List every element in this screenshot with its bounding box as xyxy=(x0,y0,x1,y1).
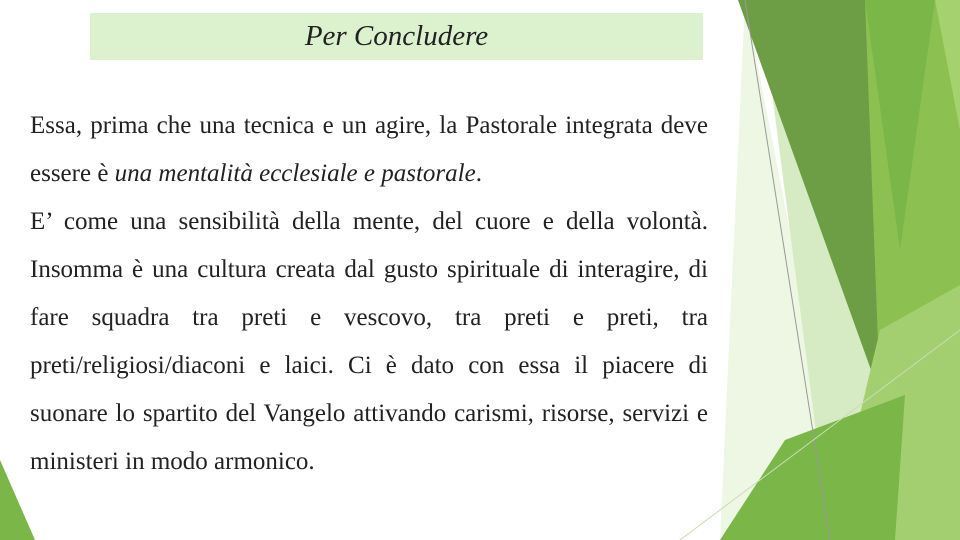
paragraph-1 xyxy=(30,102,708,198)
title-banner xyxy=(90,13,703,60)
paragraph-1-emphasis: una mentalità ecclesiale e pastorale xyxy=(114,160,476,187)
paragraph-1-text: Essa, prima che una tecnica e un agire, la Pastorale integrata deve essere è xyxy=(30,112,708,187)
paragraph-2: E’ come una sensibilità della mente, del cuore e della volontà. Insomma è una cultura creata dal gusto spirituale di interagire, di fare squadra tra preti e vescovo, tra preti e preti, tra preti/religiosi/diaconi e laici. Ci è dato con essa il piacere di suonare lo spartito del Vangelo attivando carismi, risorse, servizi e ministeri in modo armonico. xyxy=(30,208,708,475)
slide-body xyxy=(30,102,708,486)
slide-title: Per Concludere xyxy=(304,20,489,52)
paragraph-1-end: . xyxy=(475,160,482,187)
